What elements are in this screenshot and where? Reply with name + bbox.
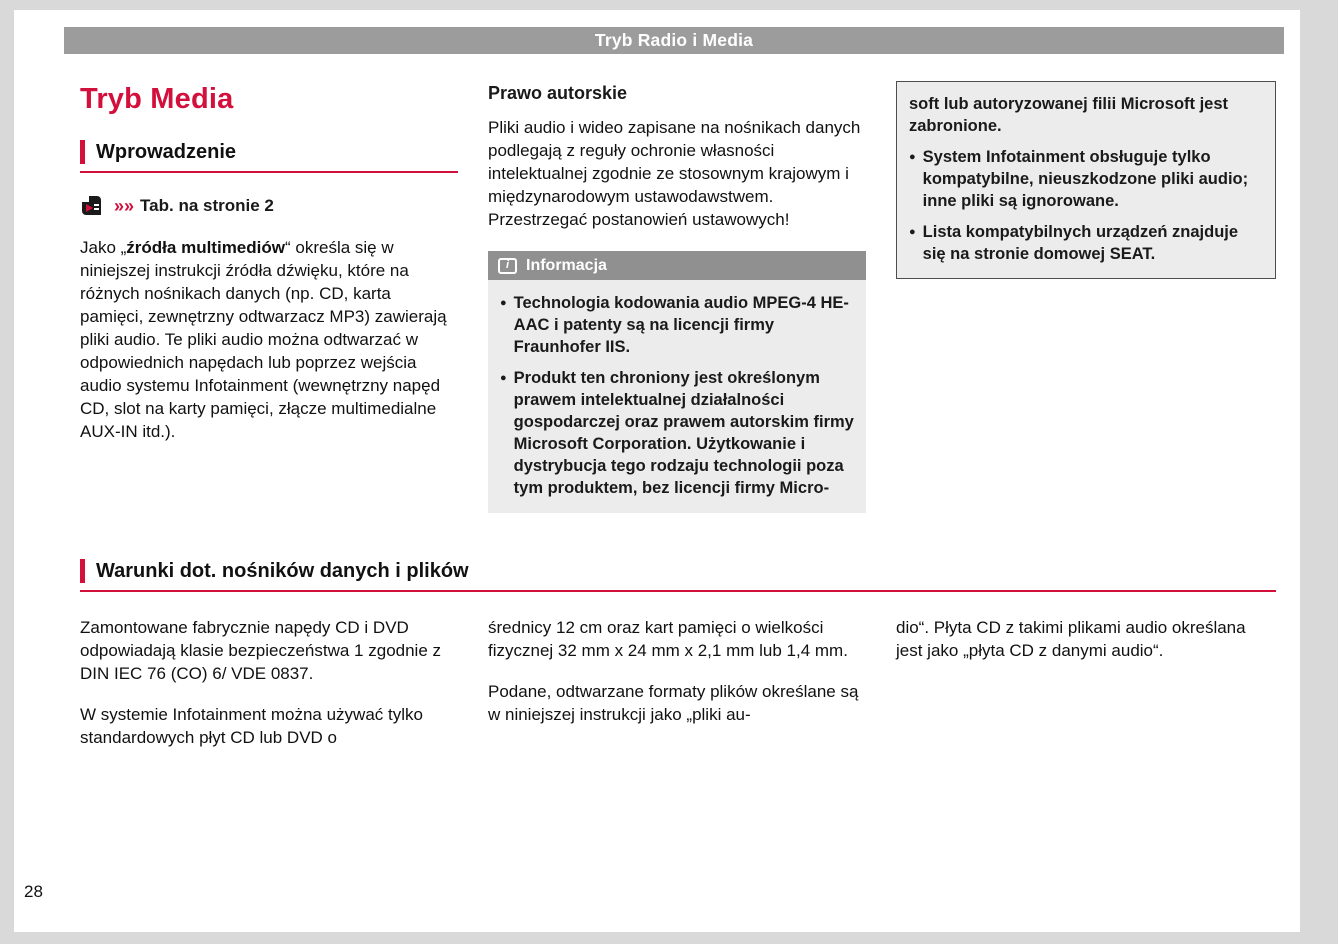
info-item (500, 292, 854, 358)
section-heading-label: Wprowadzenie (80, 140, 458, 164)
conditions-col-1 (80, 616, 458, 767)
copyright-heading: Prawo autorskie (488, 83, 628, 103)
conditions-paragraph: W systemie Infotainment można używać tylko standardowych płyt CD lub DVD o (80, 705, 423, 747)
info-box-body (488, 280, 866, 513)
right-column (896, 81, 1276, 279)
info-item-text: Technologia kodowania audio MPEG-4 HE-AAC i patenty są na licencji firmy Fraunhofer IIS. (513, 294, 849, 356)
info-box-header (488, 251, 866, 280)
section-heading-wprowadzenie (80, 140, 458, 173)
top-section (80, 81, 1276, 559)
intro-paragraph-pre: Jako „ (80, 238, 127, 257)
info-item (909, 221, 1263, 265)
copyright-paragraph: Pliki audio i wideo zapisane na nośnikach danych podlegają z reguły ochronie własności intelektualnej zgodnie ze stosownym krajowym i międzynarodowym ustawodawstwem. Przestrzegać postanowień ustawowych! (488, 118, 861, 229)
left-column (80, 81, 458, 461)
page-number: 28 (24, 882, 43, 901)
conditions-col-2 (488, 616, 866, 744)
chapter-header-title: Tryb Radio i Media (594, 30, 754, 50)
page-content (80, 81, 1276, 767)
info-icon: i (498, 258, 517, 274)
middle-column (488, 81, 866, 513)
section-heading-label: Warunki dot. nośników danych i plików (80, 559, 1276, 583)
info-continuation-box (896, 81, 1276, 279)
conditions-paragraph: Zamontowane fabrycznie napędy CD i DVD odpowiadają klasie bezpieczeństwa 1 zgodnie z DIN IEC 76 (CO) 6/ VDE 0837. (80, 618, 442, 683)
ref-label: Tab. na stronie 2 (140, 195, 274, 215)
info-box (488, 251, 866, 513)
page-title: Tryb Media (80, 83, 234, 115)
conditions-paragraph: Podane, odtwarzane formaty plików określane są w niniejszej instrukcji jako „pliki au- (488, 682, 859, 724)
manual-page (14, 10, 1300, 932)
bullet-dot: ● (909, 151, 916, 163)
conditions-col-3 (896, 616, 1276, 680)
conditions-section (80, 616, 1276, 767)
chapter-header-bar (64, 27, 1284, 54)
bullet-dot: ● (500, 297, 507, 309)
bullet-dot: ● (909, 226, 916, 238)
info-box-title: Informacja (526, 256, 607, 274)
cross-reference-link[interactable] (80, 195, 458, 216)
intro-paragraph-term: źródła multimediów (126, 238, 285, 257)
ref-arrows: »» (114, 195, 135, 216)
conditions-paragraph: średnicy 12 cm oraz kart pamięci o wielkości fizycznej 32 mm x 24 mm x 2,1 mm lub 1,4 mm. (488, 618, 848, 660)
info-item-text: System Infotainment obsługuje tylko kompatybilne, nieuszkodzone pliki audio; inne pliki są ignorowane. (922, 148, 1249, 210)
bullet-dot: ● (500, 372, 507, 384)
section-heading-warunki (80, 559, 1276, 592)
info-item (909, 146, 1263, 212)
intro-paragraph (80, 236, 458, 443)
conditions-paragraph: dio“. Płyta CD z takimi plikami audio określana jest jako „płyta CD z danymi audio“. (896, 618, 1246, 660)
booklet-icon (80, 195, 108, 216)
info-item-text: Lista kompatybilnych urządzeń znajduje się na stronie domowej SEAT. (922, 223, 1239, 263)
info-item-text: Produkt ten chroniony jest określonym prawem intelektualnej działalności gospodarczej oraz prawem autorskim firmy Microsoft Corporation. Użytkowanie i dystrybucja tego rodzaju technologii poza tym produktem, bez licencji firmy Micro- (513, 369, 854, 497)
info-item (500, 367, 854, 499)
intro-paragraph-post: “ określa się w niniejszej instrukcji źródła dźwięku, które na różnych nośnikach danych (np. CD, karta pamięci, zewnętrzny odtwarzacz MP3) zawierają pliki audio. Te pliki audio można odtwarzać w odpowiednich napędach lub poprzez wejścia audio systemu Infotainment (wewnętrzny napęd CD, slot na karty pamięci, złącze multimedialne AUX-IN itd.). (80, 238, 447, 441)
continuation-lead: soft lub autoryzowanej filii Microsoft jest zabronione. (909, 95, 1229, 135)
